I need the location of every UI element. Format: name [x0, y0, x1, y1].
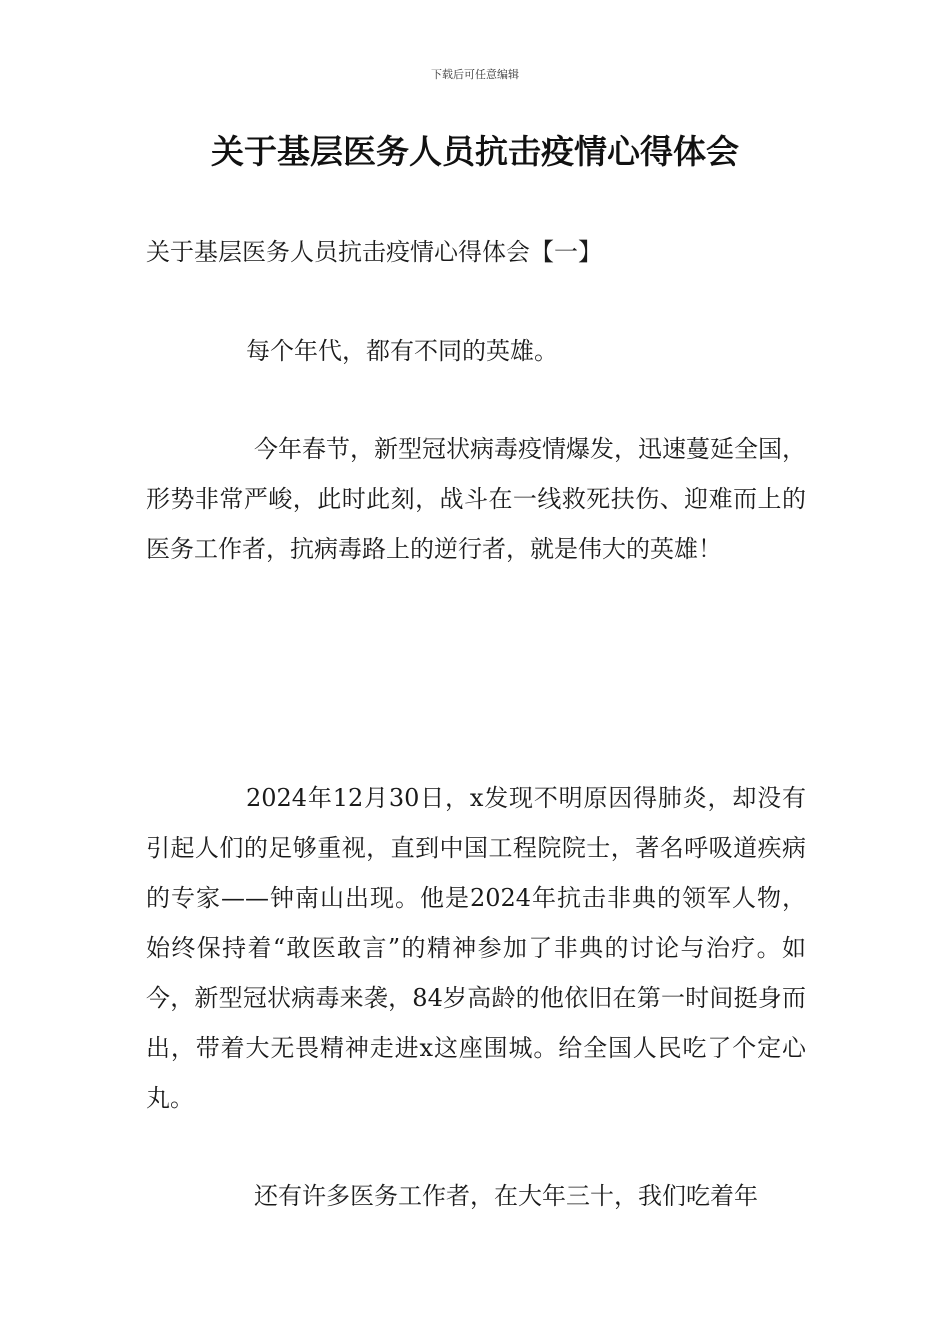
paragraph-2: 今年春节，新型冠状病毒疫情爆发，迅速蔓延全国，形势非常严峻，此时此刻，战斗在一线救死扶伤、迎难而上的医务工作者，抗病毒路上的逆行者，就是伟大的英雄！: [146, 435, 806, 563]
header-note: 下载后可任意编辑: [431, 68, 519, 81]
section-heading: 关于基层医务人员抗击疫情心得体会【一】: [146, 238, 602, 266]
paragraph-4: 还有许多医务工作者，在大年三十，我们吃着年: [254, 1182, 758, 1210]
paragraph-1: 每个年代，都有不同的英雄。: [246, 337, 558, 365]
document-title: 关于基层医务人员抗击疫情心得体会: [211, 132, 739, 171]
paragraph-3: 2024年12月30日，x发现不明原因得肺炎，却没有引起人们的足够重视，直到中国工程院院士，著名呼吸道疾病的专家——钟南山出现。他是2024年抗击非典的领军人物，始终保持着“敢医敢言”的精神参加了非典的讨论与治疗。如今，新型冠状病毒来袭，84岁高龄的他依旧在第一时间挺身而出，带着大无畏精神走进x这座围城。给全国人民吃了个定心丸。: [146, 784, 806, 1112]
